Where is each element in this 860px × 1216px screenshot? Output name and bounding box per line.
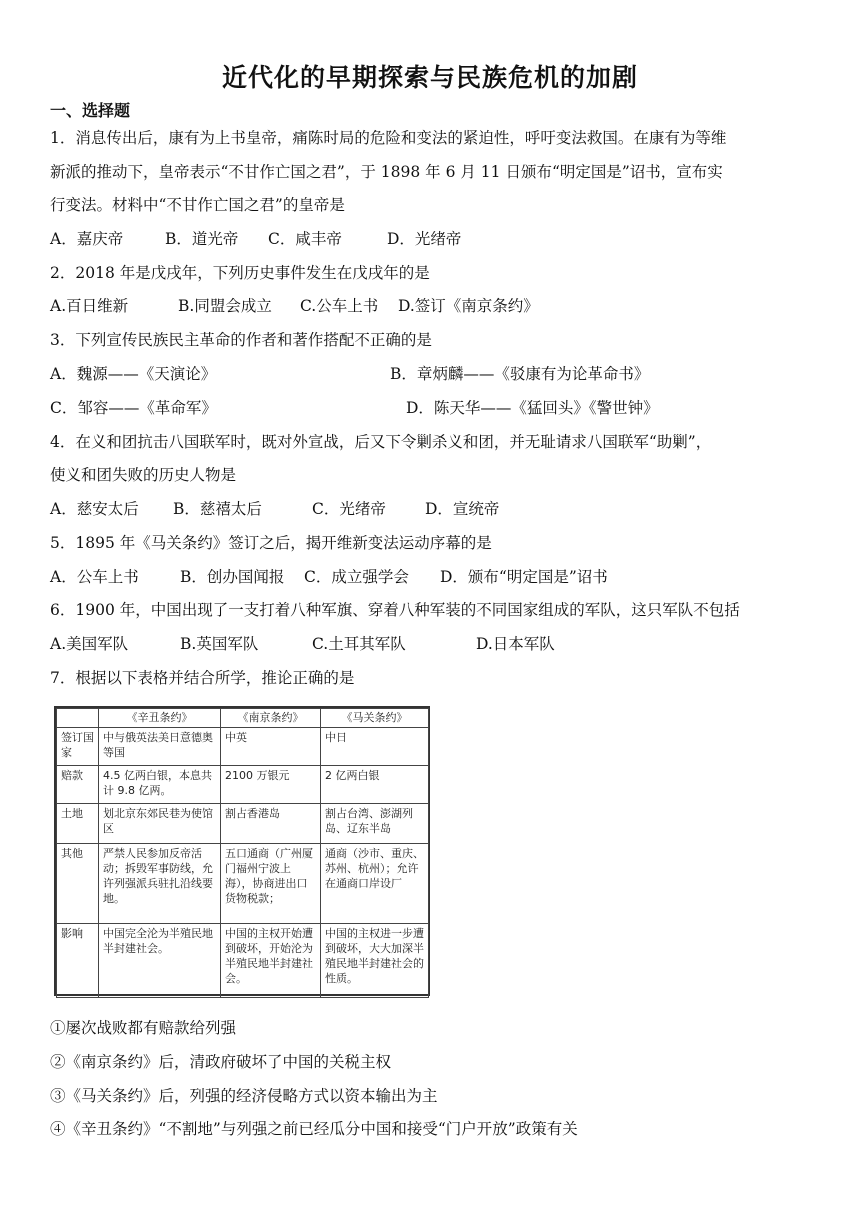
q1-option-c: C．咸丰帝: [268, 230, 342, 248]
q2-option-b: B.同盟会成立: [178, 297, 272, 315]
table-row: [57, 844, 429, 924]
q1-text-line-2: 新派的推动下，皇帝表示“不甘作亡国之君”，于 1898 年 6 月 11 日颁布“明定国是”诏书，宣布实: [50, 163, 723, 181]
table-cell: 土地: [57, 804, 99, 844]
table-header-cell: 《南京条约》: [221, 709, 321, 728]
table-cell: 划北京东郊民巷为使馆区: [99, 804, 221, 844]
q1-option-d: D．光绪帝: [387, 230, 462, 248]
page-title: 近代化的早期探索与民族危机的加剧: [221, 63, 638, 92]
q2-option-c: C.公车上书: [300, 297, 379, 315]
table-row: [57, 924, 429, 998]
table-cell: 赔款: [57, 766, 99, 804]
table-cell: 五口通商（广州厦门福州宁波上海），协商进出口货物税款；: [221, 844, 321, 924]
q1-text-line-1: 1．消息传出后，康有为上书皇帝，痛陈时局的危险和变法的紧迫性，呼吁变法救国。在康有为等维: [50, 129, 727, 147]
table-header-row: [57, 709, 429, 728]
q7-text-line-1: 7．根据以下表格并结合所学，推论正确的是: [50, 669, 355, 687]
q3-option-d: D．陈天华——《猛回头》《警世钟》: [406, 399, 659, 417]
table-cell: 中国的主权进一步遭到破坏，大大加深半殖民地半封建社会的性质。: [321, 924, 429, 998]
table-header-cell: 《辛丑条约》: [99, 709, 221, 728]
q1-text-line-3: 行变法。材料中“不甘作亡国之君”的皇帝是: [50, 196, 345, 214]
table-row: [57, 728, 429, 766]
table-header-cell: [57, 709, 99, 728]
q5-option-a: A．公车上书: [50, 568, 139, 586]
q4-option-a: A．慈安太后: [50, 500, 139, 518]
q6-option-d: D.日本军队: [476, 635, 555, 653]
table-cell: 割占台湾、澎湖列岛、辽东半岛: [321, 804, 429, 844]
q3-option-c: C．邹容——《革命军》: [50, 399, 217, 417]
q5-option-b: B．创办国闻报: [180, 568, 285, 586]
table-cell: 割占香港岛: [221, 804, 321, 844]
table-cell: 2 亿两白银: [321, 766, 429, 804]
q3-option-b: B．章炳麟——《驳康有为论革命书》: [390, 365, 650, 383]
q1-option-a: A．嘉庆帝: [50, 230, 124, 248]
q7-statement-1: ①屡次战败都有赔款给列强: [50, 1019, 237, 1037]
table-cell: 2100 万银元: [221, 766, 321, 804]
table-cell: 中日: [321, 728, 429, 766]
table-cell: 中国完全沦为半殖民地半封建社会。: [99, 924, 221, 998]
q4-option-b: B．慈禧太后: [173, 500, 262, 518]
q4-option-c: C．光绪帝: [312, 500, 386, 518]
q7-statement-3: ③《马关条约》后，列强的经济侵略方式以资本输出为主: [50, 1087, 438, 1105]
q3-option-a: A．魏源——《天演论》: [50, 365, 217, 383]
table-cell: 其他: [57, 844, 99, 924]
q5-option-c: C．成立强学会: [304, 568, 409, 586]
q5-text-line-1: 5．1895 年《马关条约》签订之后，揭开维新变法运动序幕的是: [50, 534, 492, 552]
table-row: [57, 766, 429, 804]
q3-text-line-1: 3．下列宣传民族民主革命的作者和著作搭配不正确的是: [50, 331, 432, 349]
section-heading: 一、选择题: [50, 101, 131, 120]
table-cell: 中与俄英法美日意德奥等国: [99, 728, 221, 766]
q1-option-b: B．道光帝: [165, 230, 239, 248]
q4-text-line-1: 4．在义和团抗击八国联军时，既对外宣战，后又下令剿杀义和团，并无耻请求八国联军“助剿”，: [50, 433, 712, 451]
table-cell: 严禁人民参加反帝活动；拆毁军事防线，允许列强派兵驻扎沿线要地。: [99, 844, 221, 924]
q2-option-a: A.百日维新: [50, 297, 129, 315]
table-cell: 影响: [57, 924, 99, 998]
table-cell: 4.5 亿两白银，本息共计 9.8 亿两。: [99, 766, 221, 804]
q4-option-d: D．宣统帝: [425, 500, 500, 518]
q2-text-line-1: 2．2018 年是戊戌年，下列历史事件发生在戊戌年的是: [50, 264, 430, 282]
table-cell: 中英: [221, 728, 321, 766]
table-cell: 中国的主权开始遭到破坏，开始沦为半殖民地半封建社会。: [221, 924, 321, 998]
table-cell: 签订国家: [57, 728, 99, 766]
table-header-cell: 《马关条约》: [321, 709, 429, 728]
q7-statement-2: ②《南京条约》后，清政府破坏了中国的关税主权: [50, 1053, 392, 1071]
q2-option-d: D.签订《南京条约》: [398, 297, 539, 315]
q5-option-d: D．颁布“明定国是”诏书: [440, 568, 608, 586]
q7-statement-4: ④《辛丑条约》“不割地”与列强之前已经瓜分中国和接受“门户开放”政策有关: [50, 1120, 578, 1138]
q6-option-b: B.英国军队: [180, 635, 259, 653]
q6-option-a: A.美国军队: [50, 635, 129, 653]
treaty-comparison-table: [54, 706, 430, 996]
q6-option-c: C.土耳其军队: [312, 635, 406, 653]
q6-text-line-1: 6．1900 年，中国出现了一支打着八种军旗、穿着八种军装的不同国家组成的军队，这只军队不包括: [50, 601, 740, 619]
table-cell: 通商（沙市、重庆、苏州、杭州）；允许在通商口岸设厂: [321, 844, 429, 924]
q4-text-line-2: 使义和团失败的历史人物是: [50, 466, 237, 484]
table-row: [57, 804, 429, 844]
